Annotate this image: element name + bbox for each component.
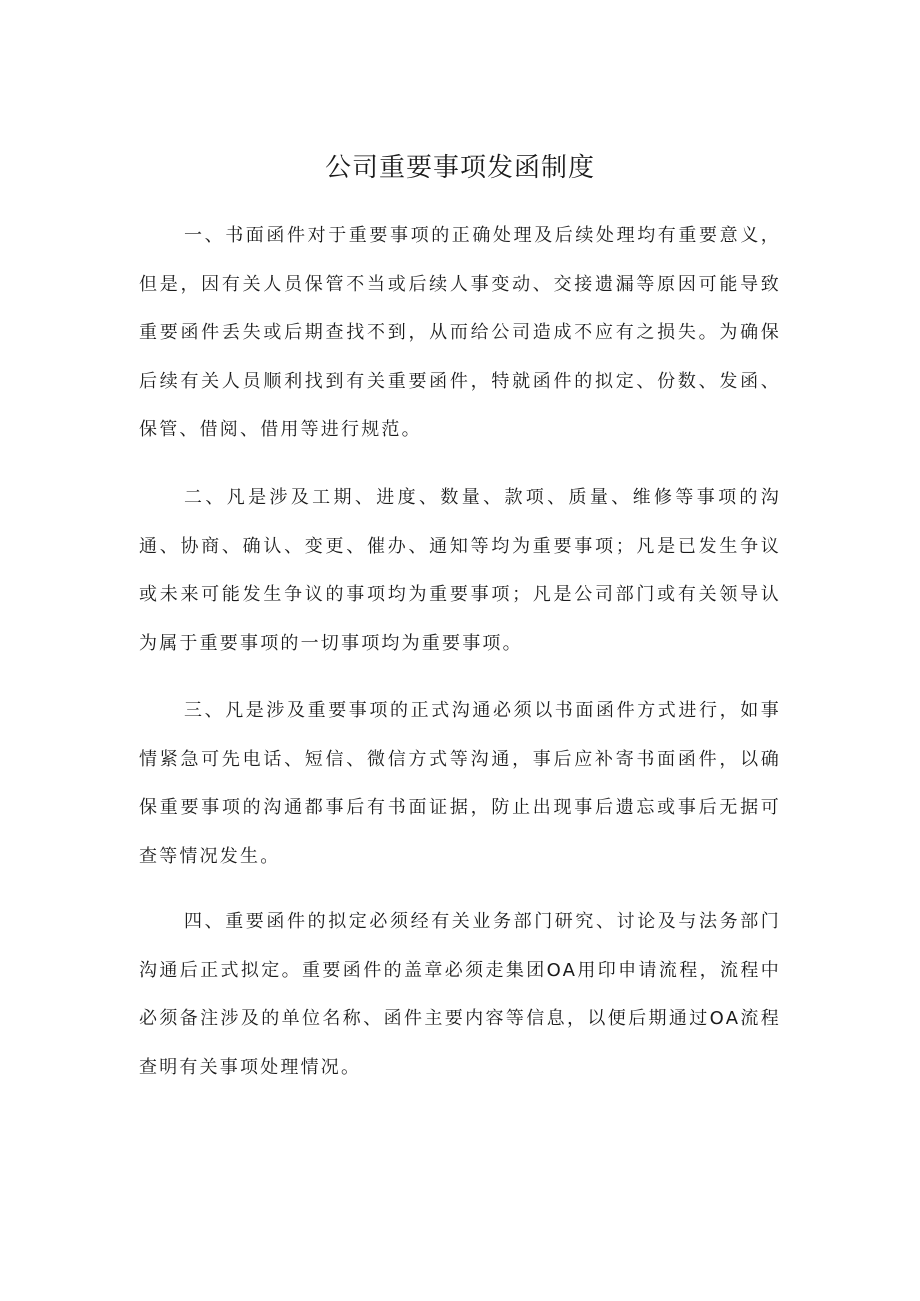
paragraph-1: 一、书面函件对于重要事项的正确处理及后续处理均有重要意义，但是，因有关人员保管不当或后续人事变动、交接遗漏等原因可能导致重要函件丢失或后期查找不到，从而给公司造成不应有之损失。为确保后续有关人员顺利找到有关重要函件，特就函件的拟定、份数、发函、保管、借阅、借用等进行规范。 (139, 225, 781, 440)
paragraph-3: 三、凡是涉及重要事项的正式沟通必须以书面函件方式进行，如事情紧急可先电话、短信、微信方式等沟通，事后应补寄书面函件，以确保重要事项的沟通都事后有书面证据，防止出现事后遗忘或事后无据可查等情况发生。 (139, 700, 781, 867)
document-title: 公司重要事项发函制度 (324, 153, 595, 183)
paragraph-2: 二、凡是涉及工期、进度、数量、款项、质量、维修等事项的沟通、协商、确认、变更、催办、通知等均为重要事项；凡是已发生争议或未来可能发生争议的事项均为重要事项；凡是公司部门或有关领导认为属于重要事项的一切事项均为重要事项。 (139, 487, 781, 654)
paragraph-4: 四、重要函件的拟定必须经有关业务部门研究、讨论及与法务部门沟通后正式拟定。重要函件的盖章必须走集团OA用印申请流程，流程中必须备注涉及的单位名称、函件主要内容等信息，以便后期通过OA流程查明有关事项处理情况。 (139, 911, 781, 1078)
